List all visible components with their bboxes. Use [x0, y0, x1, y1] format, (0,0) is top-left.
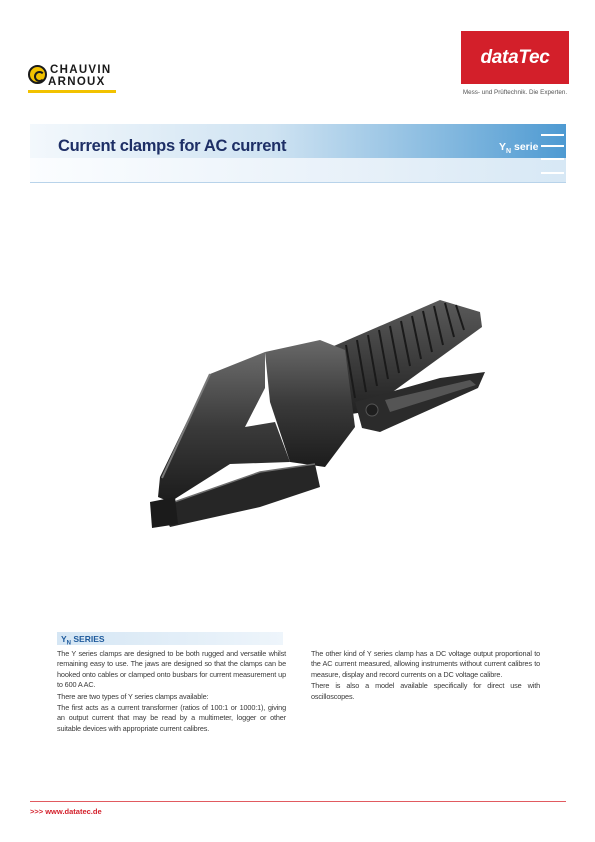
series-label-sub: N [506, 148, 512, 156]
chauvin-arnoux-logo [28, 62, 116, 94]
title-band-divider [30, 182, 566, 183]
logo-text-line1: CHAUVIN [50, 64, 112, 76]
section-title-prefix: Y [61, 634, 67, 644]
section-title [61, 634, 105, 647]
datatec-logo [461, 31, 569, 84]
datatec-logo-text: dataTec [480, 47, 550, 68]
series-label-suffix: serie [511, 141, 539, 153]
series-label-prefix: Y [499, 141, 507, 153]
section-title-sub: N [66, 640, 72, 647]
left-column [57, 649, 286, 735]
footer-website-link[interactable]: >>> www.datatec.de [30, 807, 102, 816]
page-title: Current clamps for AC current [58, 137, 287, 155]
logo-underline [28, 90, 116, 93]
menu-lines-icon [541, 130, 564, 180]
right-column [311, 649, 540, 703]
paragraph: The other kind of Y series clamp has a DC voltage output proportional to the AC current measured, allowing instruments without current calibres to measure, display and record currents on a DC voltage calibre. [311, 649, 540, 679]
paragraph: There are two types of Y series clamps available: [57, 691, 209, 701]
datatec-tagline: Mess- und Prüftechnik. Die Experten. [462, 89, 568, 96]
paragraph: The first acts as a current transformer (ratios of 100:1 or 1000:1), giving an output current that may be read by a multimeter, logger or other suitable devices with appropriate current calibres. [57, 703, 286, 733]
paragraph: The Y series clamps are designed to be both rugged and versatile whilst remaining easy to use. The jaws are designed so that the clamps can be hooked onto cables or clamped onto busbars for current measurement up to 600 A AC. [57, 649, 286, 690]
title-band-lower [30, 158, 566, 182]
paragraph: There is also a model available specifically for direct use with oscilloscopes. [311, 681, 540, 701]
section-title-suffix: SERIES [71, 634, 105, 644]
logo-text-line2: ARNOUX [48, 76, 106, 88]
footer-divider [30, 801, 566, 802]
series-label [499, 141, 539, 155]
current-clamp-image [140, 292, 485, 542]
chauvin-arnoux-logo-icon [28, 65, 47, 84]
